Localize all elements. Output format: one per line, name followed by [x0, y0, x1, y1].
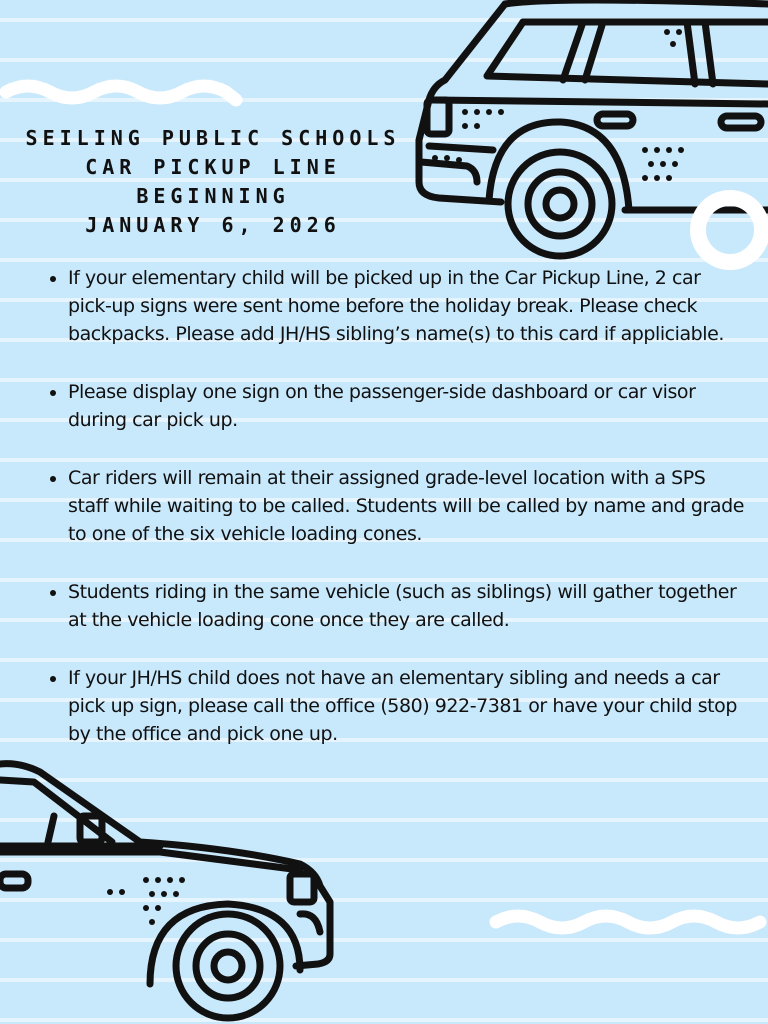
- page-title: [18, 124, 408, 240]
- car-bottom-left-icon: [0, 756, 340, 1024]
- instruction-item-display: Please display one sign on the passenger-side dashboard or car visor during car pick up.: [46, 378, 746, 434]
- instruction-item-jh-hs: If your JH/HS child does not have an elementary sibling and needs a car pick up sign, please call the office (580) 922-7381 or have your child stop by the office and pick one up.: [46, 664, 746, 748]
- instructions-list: [46, 264, 746, 778]
- title-line-date: JANUARY 6, 2026: [85, 213, 341, 237]
- instruction-item-car-riders: Car riders will remain at their assigned grade-level location with a SPS staff while waiting to be called. Students will be called by name and grade to one of the six vehicle loading cones.: [46, 464, 746, 548]
- title-line-beginning: BEGINNING: [136, 184, 290, 208]
- instruction-item-siblings: Students riding in the same vehicle (such as siblings) will gather together at the vehicle loading cone once they are called.: [46, 578, 746, 634]
- wave-icon-bottom-right: [488, 906, 768, 946]
- instruction-item-signs: If your elementary child will be picked up in the Car Pickup Line, 2 car pick-up signs were sent home before the holiday break. Please check backpacks. Please add JH/HS sibling’s name(s) to this card if appliciable.: [46, 264, 746, 348]
- title-line-school: SEILING PUBLIC SCHOOLS: [25, 126, 401, 150]
- title-line-event: CAR PICKUP LINE: [85, 155, 341, 179]
- wave-icon-top-left: [0, 78, 250, 118]
